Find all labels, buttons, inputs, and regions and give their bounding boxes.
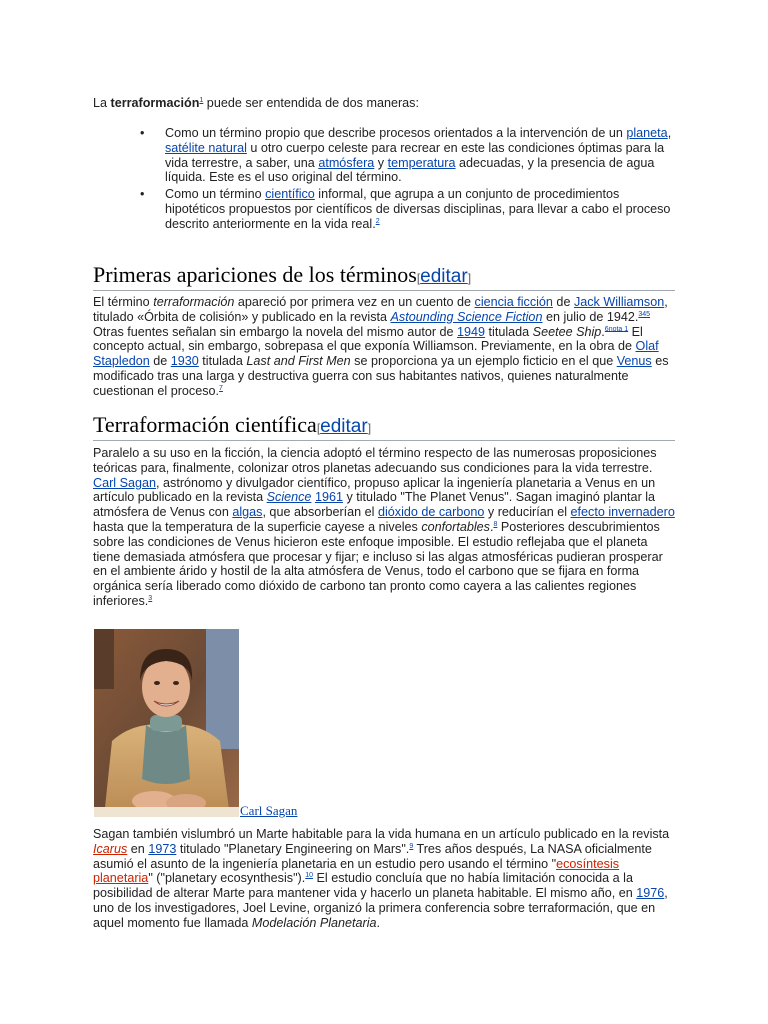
bracket: [ [416, 271, 421, 285]
carl-sagan-photo[interactable] [94, 629, 239, 817]
ref-10[interactable]: 10 [305, 872, 314, 880]
text: , astrónomo y divulgador científico, propuso aplicar la ingeniería planetaria a Venus en un artículo publicado en la revista [93, 475, 656, 505]
section2-paragraph [93, 446, 677, 609]
link-1930[interactable]: 1930 [170, 354, 199, 369]
heading-text: Primeras apariciones de los términos [93, 262, 417, 287]
text: se proporciona ya un ejemplo ficticio en el que [350, 354, 617, 369]
link-astounding-science-fiction[interactable]: Astounding Science Fiction [390, 309, 543, 324]
text: de [552, 295, 574, 309]
link-jack-williamson[interactable]: Jack Williamson [573, 295, 665, 309]
text: y reducirían el [484, 505, 571, 520]
text: El concepto actual, sin embargo, sobrepasa el que exponía Williamson. Previamente, en la obra de [93, 324, 643, 354]
ref-7[interactable]: 7 [219, 384, 223, 392]
text: . [376, 915, 381, 930]
intro-paragraph [93, 96, 677, 111]
text: en julio de 1942. [542, 309, 639, 324]
text: , que absorberían el [262, 505, 378, 520]
text: en [127, 841, 149, 856]
text: El término [93, 295, 154, 309]
ref-3[interactable]: 3 [148, 594, 153, 602]
ref-2[interactable]: 2 [375, 217, 380, 225]
section2-paragraph-2 [93, 827, 677, 931]
text: y [374, 155, 388, 170]
italic-text: Last and First Men [246, 354, 351, 369]
intro-text: La [93, 96, 111, 110]
text: Sagan también vislumbró un Marte habitable para la vida humana en un artículo publicado en la revista [93, 827, 670, 841]
bullet-icon: • [140, 126, 145, 140]
ref-6-nota-1[interactable]: 6nota 1 [604, 325, 629, 333]
ref-345[interactable]: 345 [638, 310, 651, 318]
text: Como un término [165, 187, 266, 202]
link-1976[interactable]: 1976 [636, 886, 665, 901]
italic-text: Seetee Ship [532, 324, 602, 339]
text: Posteriores descubrimientos sobre las condiciones de Venus hicieron este enfoque imposible. El estudio reflejaba que el planeta tiene demasiada atmósfera que procesar y fijar; e incluso si las algas atmosféricas pudieran prosperar en el ambiente árido y hostil de la alta atmósfera de Venus, todo el carbono que se fijara en forma orgánica sería liberado como dióxido de carbono tan pronto como cayera a las calientes regiones inferiores. [93, 519, 663, 608]
edit-link[interactable]: editar [420, 266, 468, 287]
text: y titulado "The Planet Venus". Sagan imaginó plantar la atmósfera de Venus con [93, 490, 656, 520]
definition-list [93, 126, 677, 234]
link-satelite-natural[interactable]: satélite natural [165, 140, 247, 155]
bracket: [ [316, 421, 321, 435]
list-item [140, 126, 677, 185]
bracket: ] [367, 421, 372, 435]
portrait-image [94, 629, 239, 817]
italic-text: Modelación Planetaria [251, 915, 377, 930]
list-item [140, 187, 677, 231]
intro-term: terraformación [110, 96, 200, 110]
section-heading-primeras-apariciones [93, 262, 675, 291]
link-science[interactable]: Science [266, 490, 312, 505]
section-heading-terraformacion-cientifica [93, 412, 675, 441]
heading-text: Terraformación científica [93, 412, 317, 437]
bullet-icon: • [140, 187, 145, 202]
link-ecosintesis-planetaria[interactable]: ecosíntesis planetaria [93, 856, 620, 886]
text: " ("planetary ecosynthesis"). [148, 871, 306, 886]
italic-text: confortables [421, 519, 490, 534]
link-efecto-invernadero[interactable]: efecto invernadero [570, 505, 675, 520]
text: titulada [485, 324, 533, 339]
text: adecuadas, y la presencia de agua líquida. Este es el uso original del término. [165, 155, 655, 185]
ref-1[interactable]: 1 [199, 96, 204, 104]
link-dioxido-de-carbono[interactable]: dióxido de carbono [377, 505, 485, 520]
link-1949[interactable]: 1949 [457, 324, 486, 339]
text: u otro cuerpo celeste para recrear en este las condiciones óptimas para la vida terrestre, a saber, una [165, 140, 665, 170]
link-icarus[interactable]: Icarus [93, 841, 128, 856]
edit-link[interactable]: editar [320, 416, 368, 437]
text: informal, que agrupa a un conjunto de procedimientos hipotéticos propuestos por científicos de diversas disciplinas, para llevar a cabo el proceso descrito anteriormente en la vida real. [165, 187, 671, 231]
link-atmosfera[interactable]: atmósfera [318, 155, 375, 170]
text: . [489, 519, 494, 534]
section1-paragraph [93, 295, 677, 399]
text: . [601, 324, 605, 339]
text: Como un término propio que describe procesos orientados a la intervención de un [165, 126, 627, 140]
italic-text: terraformación [153, 295, 235, 309]
text: es modificado tras una larga y destructiva guerra con sus habitantes nativos, quienes naturalmente cuestionan el proceso. [93, 354, 669, 398]
link-1973[interactable]: 1973 [148, 841, 177, 856]
text: Otras fuentes señalan sin embargo la novela del mismo autor de [93, 324, 458, 339]
text: Tres años después, La NASA oficialmente asumió el asunto de la ingeniería planetaria en un estudio pero usando el término " [93, 841, 652, 871]
link-algas[interactable]: algas [232, 505, 263, 520]
text: Paralelo a su uso en la ficción, la ciencia adoptó el término respecto de las numerosas proposiciones teóricas para, finalmente, colonizar otros planetas adecuando sus condiciones para la vida terrestre. [93, 446, 657, 475]
link-1961[interactable]: 1961 [314, 490, 343, 505]
photo-caption-link[interactable]: Carl Sagan [240, 803, 298, 818]
text: , titulado «Órbita de colisión» y publicado en la revista [93, 295, 668, 324]
ref-8[interactable]: 8 [493, 520, 498, 528]
text: de [149, 354, 171, 369]
link-planeta[interactable]: planeta [626, 126, 668, 140]
link-ciencia-ficcion[interactable]: ciencia ficción [474, 295, 553, 309]
link-temperatura[interactable]: temperatura [387, 155, 456, 170]
text: , [667, 126, 672, 140]
text: apareció por primera vez en un cuento de [234, 295, 475, 309]
ref-9[interactable]: 9 [409, 842, 414, 850]
text: titulado "Planetary Engineering on Mars". [176, 841, 410, 856]
text: , uno de los investigadores, Joel Levine, organizó la primera conferencia sobre terraformación, que en aquel momento fue llamada [93, 886, 668, 930]
intro-text: puede ser entendida de dos maneras: [203, 96, 419, 110]
text: titulada [198, 354, 247, 369]
text: El estudio concluía que no había limitación conocida a la posibilidad de alterar Marte para mantener vida y hacerlo un planeta habitable. El mismo año, en [93, 871, 637, 901]
bracket: ] [467, 271, 472, 285]
link-olaf-stapledon[interactable]: Olaf Stapledon [93, 339, 659, 369]
text: hasta que la temperatura de la superficie cayese a niveles [93, 519, 422, 534]
link-carl-sagan[interactable]: Carl Sagan [93, 475, 157, 490]
link-venus[interactable]: Venus [616, 354, 652, 369]
link-cientifico[interactable]: científico [265, 187, 315, 202]
